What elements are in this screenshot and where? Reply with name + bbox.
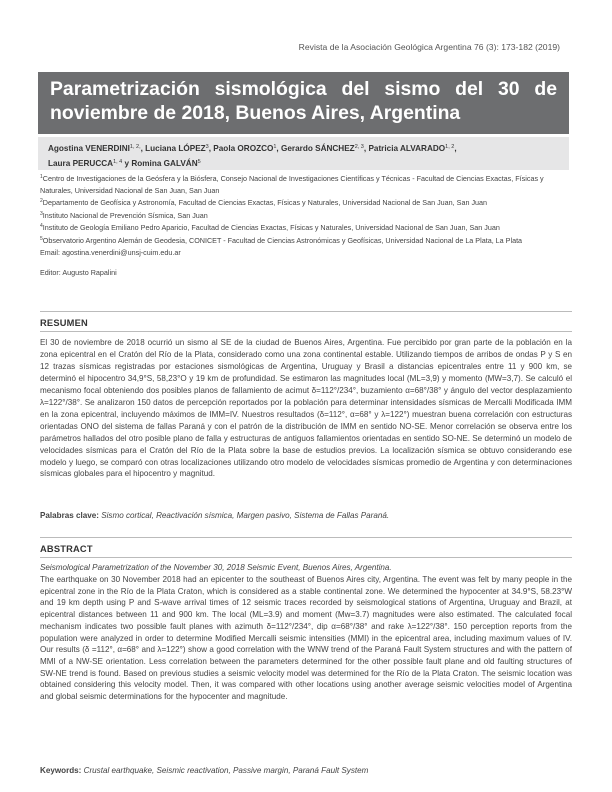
author bbox=[145, 144, 213, 153]
affiliation-item bbox=[40, 172, 572, 196]
keywords-list: Crustal earthquake, Seismic reactivation, Passive margin, Paraná Fault System bbox=[83, 766, 369, 775]
author-name: Paola OROZCO bbox=[213, 144, 274, 153]
author-separator: , bbox=[454, 144, 457, 153]
author-separator: , bbox=[140, 144, 146, 153]
journal-citation: Revista de la Asociación Geológica Argentina 76 (3): 173-182 (2019) bbox=[298, 42, 560, 52]
resumen-text: El 30 de noviembre de 2018 ocurrió un sismo al SE de la ciudad de Buenos Aires, Argentina. Fue percibido por gran parte de la población en la zona epicentral en el Cratón del Río de la Plata, considerado como una zona continental estable. Utilizando tiempos de arribos de ondas P y S en 12 trazas sísmicas registradas por estaciones sismológicas de Argentina, Uruguay y Brasil a distancias epicentrales entre 11 y 900 km, se determinó el hipocentro 34,9°S, 58,23°O y 19 km de profundidad. Se estimaron las magnitudes local (ML=3,9) y momento (MW=3,7). Se calculó el mecanismo focal obteniendo dos posibles planos de fallamiento de acimut δ=112°/234°, buzamiento α=68°/38° y ángulo del vector desplazamiento λ=122°/38°. Se analizaron 150 datos de percepción reportados por la población para determinar intensidades sísmicas de Mercalli Modificada IMM en la zona epicentral, incluyendo máximos de IMM=IV. Nuestros resultados (δ=112°, α=68° y λ=122°) muestran buena correlación con estructuras orientadas ONO del sistema de fallas Paraná y con el patrón de la distribución de IMM en sentido NO-SE. Menor correlación se observa entre los parámetros hallados del otro posible plano de falla y estructuras de antiguos fallamientos orientadas en sentido SO-NE. Se determinó un modelo de velocidades sísmicas para el Cratón del Río de la Plata sobre la base de estudios previos. La localización sísmica se obtuvo considerando ese modelo y luego, se comparó con otras localizaciones utilizando otro modelo de velocidades sísmicas promedio de Argentina y con determinaciones sísmicas globales para el hipocentro y magnitud. bbox=[40, 338, 572, 479]
author bbox=[281, 144, 368, 153]
author-affiliation-marker: 2, 3 bbox=[354, 144, 364, 150]
affiliation-item bbox=[40, 234, 572, 247]
affiliation-item bbox=[40, 209, 572, 222]
author bbox=[48, 144, 145, 153]
affiliation-item bbox=[40, 221, 572, 234]
author-name: Romina GALVÁN bbox=[131, 158, 198, 168]
author-affiliation-marker: 1, 2 bbox=[445, 144, 455, 150]
author-name: Agostina VENERDINI bbox=[48, 144, 130, 153]
author-affiliation-marker: 1, 2, bbox=[129, 144, 141, 150]
affiliation-text: Instituto Nacional de Prevención Sísmica, San Juan bbox=[42, 210, 208, 220]
keywords-label: Palabras clave: bbox=[40, 511, 99, 520]
author-affiliation-marker: 3 bbox=[205, 144, 209, 150]
affiliation-marker: 1 bbox=[40, 174, 43, 180]
author-name: Gerardo SÁNCHEZ bbox=[280, 144, 355, 153]
divider bbox=[40, 557, 572, 558]
abstract-text: The earthquake on 30 November 2018 had an epicenter to the southeast of Buenos Aires city, Argentina. The event was felt by many people in the epicentral zone in the Río de la Plata Craton, which is considered as a stable continental zone. We determined the hypocenter at 34.9°S, 58.23°W and 19 km depth using P and S-wave arrival times of 12 seismic traces recorded by seismological stations of Argentina, Uruguay and Brazil, at epicentral distances between 11 and 900 km. The local (ML=3.9) and moment (Mw=3.7) magnitudes were also estimated. The calculated focal mechanism indicates two possible fault planes with azimuth δ=112°/234°, dip α=68°/38° and rake λ=122°/38°. 150 perception reports from the population were analyzed in order to determine Modified Mercalli seismic intensities (MMI) in the epicentral area, including maximum values of IV. Our results (δ =112°, α=68° and λ=122°) show a good correlation with the WNW trend of the Paraná Fault System structures and with the pattern of MMI of a NW-SE orientation. Less correlation between the parameters determined for the other possible fault plane and old faulting structures of SW-NE trend is found. Based on previous studies a seismic velocity model was determined for the Río de la Plata Craton. The seismic location was obtained considering this velocity model. Then, it was compared with other locations using another average seismic velocities model of Argentina and global seismic determinations for the hypocenter and magnitude. bbox=[40, 575, 572, 702]
email: Email: agostina.venerdini@unsj-cuim.edu.ar bbox=[40, 247, 181, 257]
author bbox=[48, 159, 131, 168]
author-name: Luciana LÓPEZ bbox=[145, 144, 206, 153]
affiliation-item bbox=[40, 196, 572, 209]
author-affiliation-marker: 1, 4 bbox=[113, 158, 123, 165]
resumen-heading: RESUMEN bbox=[40, 318, 88, 328]
author bbox=[213, 144, 281, 153]
author-affiliation-marker: 1 bbox=[273, 144, 277, 150]
author-affiliation-marker: 5 bbox=[197, 158, 201, 165]
author-name: Patricia ALVARADO bbox=[368, 144, 446, 153]
resumen-keywords bbox=[40, 511, 572, 520]
english-title: Seismological Parametrization of the November 30, 2018 Seismic Event, Buenos Aires, Argentina. bbox=[40, 563, 392, 572]
author bbox=[131, 159, 200, 168]
affiliation-list bbox=[40, 172, 572, 247]
article-title: Parametrización sismológica del sismo del 30 de noviembre de 2018, Buenos Aires, Argentina bbox=[50, 78, 557, 124]
affiliation-marker: 4 bbox=[40, 223, 43, 230]
divider bbox=[40, 537, 572, 538]
author-separator: , bbox=[276, 144, 281, 153]
affiliation-marker: 2 bbox=[40, 198, 43, 205]
divider bbox=[40, 311, 572, 312]
affiliation-text: Departamento de Geofísica y Astronomía, Facultad de Ciencias Exactas, Físicas y Naturales, Universidad Nacional de San Juan, San Juan bbox=[42, 198, 488, 208]
author-name: Laura PERUCCA bbox=[48, 158, 114, 168]
affiliation-marker: 3 bbox=[40, 210, 43, 217]
editor: Editor: Augusto Rapalini bbox=[40, 268, 117, 278]
author-separator: y bbox=[122, 158, 132, 168]
affiliation-text: Observatorio Argentino Alemán de Geodesia, CONICET - Facultad de Ciencias Astronómicas y Geofísicas, Universidad Nacional de La Plata, La Plata bbox=[42, 235, 523, 245]
author-separator: , bbox=[208, 144, 214, 153]
keywords-label: Keywords: bbox=[40, 766, 82, 775]
keywords-list: Sismo cortical, Reactivación sísmica, Margen pasivo, Sistema de Fallas Paraná. bbox=[101, 511, 390, 520]
title-banner bbox=[38, 72, 569, 134]
author bbox=[368, 144, 456, 153]
abstract-heading: ABSTRACT bbox=[40, 544, 93, 554]
divider bbox=[40, 331, 572, 332]
abstract-keywords bbox=[40, 766, 572, 775]
affiliation-marker: 5 bbox=[40, 235, 43, 242]
authors-list bbox=[38, 137, 569, 170]
affiliation-text: Centro de Investigaciones de la Geósfera y la Biósfera, Consejo Nacional de Investigaciones Científicas y Técnicas - Facultad de Ciencias Exactas, Físicas y Naturales, Universidad Nacional de San Juan, San Juan bbox=[40, 174, 544, 195]
affiliations bbox=[40, 172, 572, 279]
author-separator: , bbox=[363, 144, 369, 153]
affiliation-text: Instituto de Geología Emiliano Pedro Aparicio, Facultad de Ciencias Exactas, Físicas y Naturales, Universidad Nacional de San Juan, San Juan bbox=[42, 223, 500, 233]
